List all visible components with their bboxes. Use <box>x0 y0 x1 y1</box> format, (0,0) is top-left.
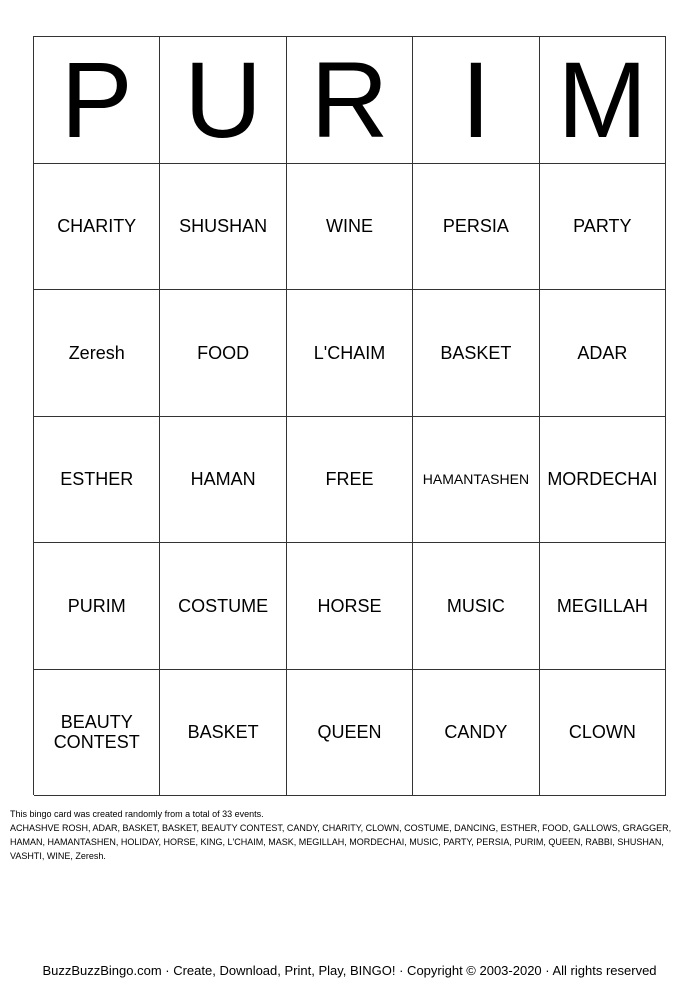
grid-row-2 <box>34 290 666 417</box>
header-letter-p: P <box>34 37 160 164</box>
grid-cell: COSTUME <box>160 543 286 670</box>
bingo-card <box>33 36 666 795</box>
site-footer: BuzzBuzzBingo.com · Create, Download, Print, Play, BINGO! · Copyright © 2003-2020 · All rights reserved <box>42 963 657 978</box>
grid-cell: PARTY <box>540 164 666 291</box>
grid-row-1 <box>34 164 666 291</box>
header-letter-m: M <box>540 37 666 164</box>
header-letter-r: R <box>287 37 413 164</box>
grid-cell: PURIM <box>34 543 160 670</box>
footnote-intro: This bingo card was created randomly from a total of 33 events. <box>10 809 264 819</box>
grid-cell: CHARITY <box>34 164 160 291</box>
free-space-cell: FREE <box>287 417 413 544</box>
grid-cell: CLOWN <box>540 670 666 797</box>
header-row <box>34 37 666 164</box>
grid-cell: PERSIA <box>413 164 539 291</box>
footnote-event-list: ACHASHVE ROSH, ADAR, BASKET, BASKET, BEAUTY CONTEST, CANDY, CHARITY, CLOWN, COSTUME, DANCING, ESTHER, FOOD, GALLOWS, GRAGGER, HAMAN, HAMANTASHEN, HOLIDAY, HORSE, KING, L'CHAIM, MASK, MEGILLAH, MORDECHAI, MUSIC, PARTY, PERSIA, PURIM, QUEEN, RABBI, SHUSHAN, VASHTI, WINE, Zeresh. <box>10 823 672 861</box>
grid-cell: HAMANTASHEN <box>413 417 539 544</box>
grid-cell: MORDECHAI <box>540 417 666 544</box>
grid-row-3 <box>34 417 666 544</box>
grid-cell: Zeresh <box>34 290 160 417</box>
grid-cell: MEGILLAH <box>540 543 666 670</box>
grid-row-5 <box>34 670 666 797</box>
grid-cell: WINE <box>287 164 413 291</box>
grid-cell: BEAUTY CONTEST <box>34 670 160 797</box>
grid-cell: CANDY <box>413 670 539 797</box>
grid-cell: HORSE <box>287 543 413 670</box>
grid-cell: QUEEN <box>287 670 413 797</box>
grid-cell: HAMAN <box>160 417 286 544</box>
header-letter-i: I <box>413 37 539 164</box>
grid-row-4 <box>34 543 666 670</box>
grid-cell: ADAR <box>540 290 666 417</box>
grid-cell: FOOD <box>160 290 286 417</box>
header-letter-u: U <box>160 37 286 164</box>
grid-cell: BASKET <box>413 290 539 417</box>
card-footnote <box>10 807 690 863</box>
grid-cell: ESTHER <box>34 417 160 544</box>
grid-cell: L'CHAIM <box>287 290 413 417</box>
grid-cell: BASKET <box>160 670 286 797</box>
grid-cell: SHUSHAN <box>160 164 286 291</box>
grid-cell: MUSIC <box>413 543 539 670</box>
